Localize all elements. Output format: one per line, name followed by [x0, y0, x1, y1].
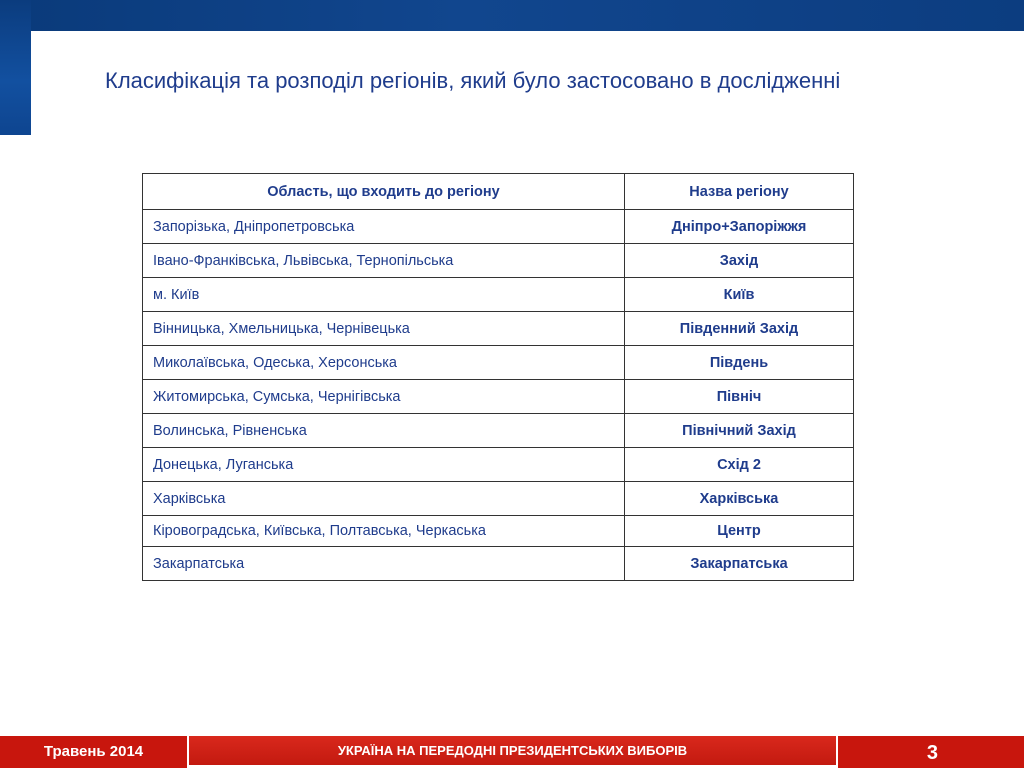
cell-oblast: Миколаївська, Одеська, Херсонська	[143, 346, 625, 380]
table-row	[143, 516, 854, 547]
table-row	[143, 448, 854, 482]
footer-caption: УКРАЇНА НА ПЕРЕДОДНІ ПРЕЗИДЕНТСЬКИХ ВИБОРІВ	[189, 736, 836, 768]
cell-region: Північ	[625, 380, 854, 414]
cell-region: Харківська	[625, 482, 854, 516]
cell-region: Дніпро+Запоріжжя	[625, 210, 854, 244]
header-region: Назва регіону	[625, 174, 854, 210]
cell-region: Закарпатська	[625, 547, 854, 581]
cell-oblast: Харківська	[143, 482, 625, 516]
header-oblast: Область, що входить до регіону	[143, 174, 625, 210]
cell-region: Північний Захід	[625, 414, 854, 448]
cell-oblast: Кіровоградська, Київська, Полтавська, Черкаська	[143, 516, 625, 547]
cell-oblast: Житомирська, Сумська, Чернігівська	[143, 380, 625, 414]
table-row	[143, 312, 854, 346]
table-row	[143, 380, 854, 414]
table-row	[143, 278, 854, 312]
left-decorative-band	[0, 0, 31, 135]
table-row	[143, 210, 854, 244]
cell-oblast: Закарпатська	[143, 547, 625, 581]
table-row	[143, 414, 854, 448]
table-row	[143, 547, 854, 581]
regions-table	[142, 173, 854, 581]
cell-oblast: Донецька, Луганська	[143, 448, 625, 482]
cell-oblast: Волинська, Рівненська	[143, 414, 625, 448]
footer-date: Травень 2014	[0, 736, 187, 768]
cell-oblast: Вінницька, Хмельницька, Чернівецька	[143, 312, 625, 346]
table-row	[143, 482, 854, 516]
cell-region: Київ	[625, 278, 854, 312]
cell-oblast: Івано-Франківська, Львівська, Тернопільська	[143, 244, 625, 278]
cell-oblast: Запорізька, Дніпропетровська	[143, 210, 625, 244]
top-decorative-band	[0, 0, 1024, 31]
cell-region: Схід 2	[625, 448, 854, 482]
page-number: 3	[838, 736, 1024, 768]
cell-region: Захід	[625, 244, 854, 278]
table-row	[143, 346, 854, 380]
cell-region: Південний Захід	[625, 312, 854, 346]
table-header-row	[143, 174, 854, 210]
cell-oblast: м. Київ	[143, 278, 625, 312]
table-row	[143, 244, 854, 278]
footer-bar	[0, 736, 1024, 768]
slide-title: Класифікація та розподіл регіонів, який було застосовано в дослідженні	[105, 68, 841, 93]
cell-region: Південь	[625, 346, 854, 380]
cell-region: Центр	[625, 516, 854, 547]
